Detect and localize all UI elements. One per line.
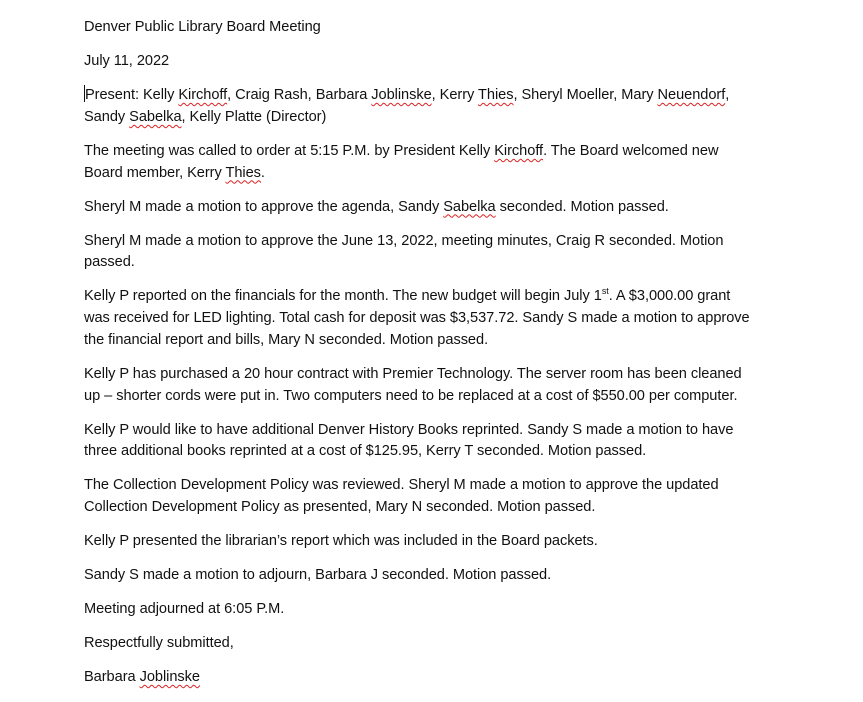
- text-run: ,: [725, 86, 730, 103]
- misspelled-word[interactable]: Kirchoff: [178, 86, 228, 103]
- text-run: Sheryl M made a motion to approve the agenda, Sandy: [84, 198, 444, 215]
- text-run: Collection Development Policy as presented, Mary N seconded. Motion passed.: [84, 499, 596, 516]
- minutes-paragraph: [84, 231, 854, 275]
- text-run: Kelly P has purchased a 20 hour contract with Premier Technology. The server room has been cleaned: [84, 365, 742, 382]
- text-run: Kelly P reported on the financials for the month. The new budget will begin July 1: [84, 288, 602, 305]
- document-title: Denver Public Library Board Meeting: [84, 19, 321, 35]
- text-run: three additional books reprinted at a cost of $125.95, Kerry T seconded. Motion passed.: [84, 443, 647, 460]
- contract-paragraph: [84, 364, 854, 408]
- text-run: Board member, Kerry: [84, 164, 226, 181]
- text-run: , Kerry: [431, 86, 479, 103]
- attendance-paragraph: [84, 85, 854, 129]
- present-label: Present:: [85, 86, 143, 103]
- policy-paragraph: [84, 475, 854, 519]
- text-run: . The Board welcomed new: [543, 142, 719, 159]
- misspelled-word[interactable]: Joblinske: [371, 86, 432, 103]
- adjourned-paragraph: Meeting adjourned at 6:05 P.M.: [84, 601, 285, 618]
- text-run: the financial report and bills, Mary N seconded. Motion passed.: [84, 331, 489, 348]
- misspelled-word[interactable]: Sabelka: [443, 198, 496, 215]
- misspelled-word[interactable]: Kirchoff: [494, 142, 544, 159]
- text-run: up – shorter cords were put in. Two computers need to be replaced at a cost of $550.00 per computer.: [84, 387, 738, 404]
- text-run: seconded. Motion passed.: [495, 198, 669, 215]
- misspelled-word[interactable]: Sabelka: [129, 108, 182, 125]
- text-run: The Collection Development Policy was reviewed. Sheryl M made a motion to approve the updated: [84, 477, 719, 494]
- text-run: Barbara: [84, 669, 140, 686]
- misspelled-word[interactable]: Thies: [225, 164, 261, 181]
- call-to-order-paragraph: [84, 141, 854, 185]
- text-run: Kelly P would like to have additional Denver History Books reprinted. Sandy S made a motion to have: [84, 421, 734, 438]
- history-books-paragraph: [84, 420, 854, 464]
- text-run: . A $3,000.00 grant: [608, 288, 731, 305]
- financials-paragraph: [84, 286, 854, 351]
- text-run: , Kelly Platte (Director): [181, 108, 327, 125]
- closing-paragraph: Respectfully submitted,: [84, 635, 234, 652]
- librarian-report-paragraph: Kelly P presented the librarian’s report which was included in the Board packets.: [84, 533, 598, 550]
- text-run: Sandy: [84, 108, 130, 125]
- adjourn-motion-paragraph: Sandy S made a motion to adjourn, Barbara J seconded. Motion passed.: [84, 567, 552, 584]
- text-run: Kelly: [142, 86, 179, 103]
- signature-paragraph: [84, 667, 854, 689]
- misspelled-word[interactable]: Thies: [478, 86, 514, 103]
- text-run: passed.: [84, 254, 135, 271]
- document-page[interactable]: [84, 17, 854, 701]
- superscript: st: [601, 286, 609, 297]
- text-run: The meeting was called to order at 5:15 P.M. by President Kelly: [84, 142, 495, 159]
- text-run: Sheryl M made a motion to approve the June 13, 2022, meeting minutes, Craig R seconded. Motion: [84, 232, 724, 249]
- agenda-paragraph: [84, 197, 854, 219]
- text-run: , Sheryl Moeller, Mary: [513, 86, 658, 103]
- text-run: .: [260, 164, 265, 181]
- text-run: was received for LED lighting. Total cash for deposit was $3,537.72. Sandy S made a motion to approve: [84, 310, 750, 327]
- text-run: , Craig Rash, Barbara: [227, 86, 372, 103]
- misspelled-word[interactable]: Neuendorf: [657, 86, 726, 103]
- misspelled-word[interactable]: Joblinske: [139, 669, 200, 686]
- meeting-date: July 11, 2022: [84, 52, 170, 69]
